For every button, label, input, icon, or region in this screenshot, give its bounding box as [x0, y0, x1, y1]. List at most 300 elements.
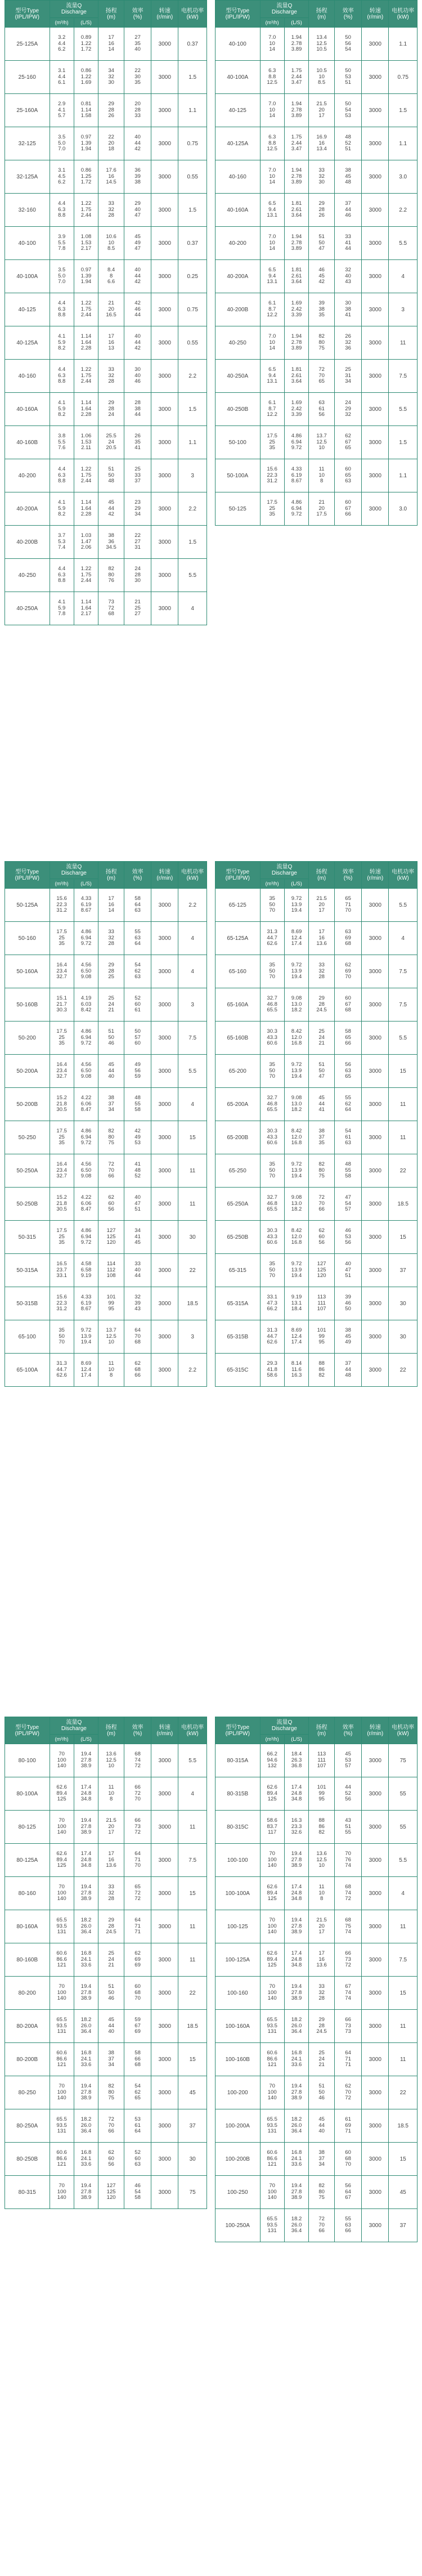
value: 34.5	[106, 544, 116, 551]
speed-cell: 3000	[362, 492, 389, 526]
value: 14	[269, 345, 275, 352]
value: 62.6	[267, 1950, 277, 1957]
value: 48	[345, 1372, 351, 1379]
flow-ls-cell	[284, 1844, 308, 1877]
value: 89.4	[267, 1790, 277, 1797]
value: 1.72	[80, 179, 92, 186]
value: 62	[134, 2089, 141, 2095]
table-row	[5, 1154, 207, 1188]
header-model-cn: 型号Type	[226, 1724, 250, 1731]
efficiency-cell	[124, 2109, 151, 2143]
model-cell: 50-250	[5, 1121, 50, 1154]
value: 60.6	[267, 1140, 277, 1146]
value: 13.9	[291, 901, 302, 908]
model-cell: 32-160	[5, 194, 50, 227]
efficiency-cell	[334, 1910, 361, 1943]
value: 17.5	[316, 511, 327, 518]
value: 52	[345, 140, 351, 146]
value: 71	[345, 2055, 351, 2062]
value: 17.4	[291, 1784, 302, 1791]
header-speed	[151, 1717, 178, 1744]
speed-cell: 3000	[362, 2043, 389, 2076]
table-row	[5, 326, 207, 360]
value: 65	[345, 895, 351, 902]
value: 82	[318, 333, 325, 340]
flow-m3-cell	[50, 1844, 74, 1877]
flow-m3-cell	[260, 293, 284, 326]
value: 28	[318, 974, 325, 980]
value: 66	[134, 1817, 141, 1824]
model-cell: 100-100A	[216, 1877, 261, 1910]
value: 65.5	[267, 2116, 277, 2123]
value: 24.8	[291, 1956, 302, 1963]
value: 65.5	[267, 2216, 277, 2223]
speed-cell: 3000	[151, 127, 178, 160]
value: 60	[108, 2155, 114, 2162]
value: 16.8	[80, 1950, 92, 1957]
model-cell: 40-125A	[5, 326, 50, 360]
table-row	[216, 1154, 417, 1188]
value: 50	[318, 2089, 325, 2095]
value: 72	[318, 2216, 325, 2223]
value: 36.4	[291, 2128, 302, 2135]
value: 1.81	[291, 267, 302, 274]
value: 6.94	[80, 934, 92, 941]
value: 53	[345, 1757, 351, 1763]
value: 16.9	[316, 134, 327, 141]
value: 40	[345, 1261, 351, 1267]
head-cell	[309, 1254, 335, 1287]
value: 74	[134, 1757, 141, 1763]
value: 11	[108, 1360, 114, 1367]
value: 1.75	[80, 472, 92, 478]
value: 64	[134, 901, 141, 908]
flow-ls-cell	[74, 1877, 98, 1910]
value: 4.86	[80, 929, 92, 935]
speed-cell: 3000	[151, 559, 178, 592]
value: 51	[318, 234, 325, 240]
flow-ls-cell	[284, 426, 308, 459]
value: 121	[267, 2161, 277, 2168]
head-cell	[309, 492, 335, 526]
value: 3.9	[58, 234, 66, 240]
value: 42	[318, 279, 325, 285]
value: 66	[318, 2228, 325, 2234]
value: 44.7	[267, 1333, 277, 1339]
value: 31.2	[56, 1306, 67, 1312]
value: 55	[134, 929, 141, 935]
value: 21	[108, 1962, 114, 1969]
table-row	[216, 1221, 417, 1254]
speed-cell: 3000	[151, 2176, 178, 2209]
value: 27.8	[80, 1889, 92, 1896]
value: 73	[108, 599, 114, 606]
efficiency-cell	[334, 360, 361, 393]
header-flow-unit-m3: (m³/h)	[50, 18, 74, 28]
value: 50	[269, 901, 275, 908]
value: 28	[134, 400, 141, 406]
value: 3.89	[291, 179, 302, 186]
value: 3.64	[291, 212, 302, 219]
value: 23.4	[56, 1067, 67, 1074]
table-row	[216, 2143, 417, 2176]
value: 0.89	[80, 34, 92, 41]
flow-ls-cell	[74, 2010, 98, 2043]
value: 1.94	[291, 34, 302, 41]
value: 38	[134, 179, 141, 186]
model-cell: 40-100	[5, 227, 50, 260]
head-cell	[309, 1320, 335, 1354]
value: 1.81	[291, 366, 302, 373]
head-cell	[309, 459, 335, 492]
value: 9.08	[80, 1073, 92, 1080]
value: 9.08	[80, 974, 92, 980]
value: 60	[134, 1983, 141, 1990]
value: 60	[345, 995, 351, 1002]
value: 80	[108, 2089, 114, 2095]
flow-ls-cell	[74, 1354, 98, 1387]
value: 19.4	[80, 1751, 92, 1758]
value: 15.6	[56, 1294, 67, 1301]
value: 2.17	[80, 245, 92, 252]
value: 12.0	[291, 1233, 302, 1240]
value: 46	[345, 1300, 351, 1306]
model-cell: 80-100A	[5, 1777, 50, 1811]
model-cell: 80-200	[5, 1977, 50, 2010]
value: 3.5	[58, 267, 66, 274]
header-head-cn: 扬程	[316, 7, 327, 14]
value: 6.50	[80, 967, 92, 974]
head-cell	[98, 1910, 124, 1943]
value: 88	[318, 1817, 325, 1824]
value: 32	[108, 372, 114, 379]
flow-m3-cell	[50, 127, 74, 160]
power-cell: 4	[178, 592, 207, 625]
value: 21.5	[316, 895, 327, 902]
speed-cell: 3000	[151, 94, 178, 127]
value: 3.64	[291, 378, 302, 385]
power-cell: 11	[178, 1910, 207, 1943]
value: 9.08	[80, 1173, 92, 1180]
power-cell: 3.0	[389, 492, 417, 526]
power-cell: 1.1	[389, 459, 417, 492]
value: 8.7	[268, 405, 276, 412]
power-cell: 1.1	[178, 94, 207, 127]
power-cell: 30	[178, 2143, 207, 2176]
value: 72	[134, 1829, 141, 1836]
header-head	[98, 1, 124, 28]
value: 5.5	[58, 438, 66, 445]
value: 17	[318, 113, 325, 119]
header-power-unit: (kW)	[186, 1730, 199, 1737]
head-cell	[309, 194, 335, 227]
value: 28	[108, 1923, 114, 1929]
value: 46	[345, 212, 351, 219]
value: 1.22	[80, 466, 92, 473]
table-row	[216, 922, 417, 955]
head-cell	[98, 326, 124, 360]
model-cell: 100-160A	[216, 2010, 261, 2043]
value: 0.97	[80, 134, 92, 141]
value: 1.22	[80, 300, 92, 307]
model-cell: 65-160B	[216, 1022, 261, 1055]
spec-panel	[215, 0, 417, 526]
value: 46	[134, 378, 141, 385]
model-cell: 100-200A	[216, 2109, 261, 2143]
model-cell: 50-200A	[5, 1055, 50, 1088]
value: 34.8	[80, 1796, 92, 1803]
efficiency-cell	[334, 127, 361, 160]
value: 89.4	[267, 1956, 277, 1963]
value: 11	[108, 1784, 114, 1791]
value: 80	[108, 1134, 114, 1140]
value: 50	[345, 68, 351, 74]
flow-ls-cell	[74, 1744, 98, 1777]
efficiency-cell	[124, 94, 151, 127]
value: 32	[318, 173, 325, 180]
value: 88	[318, 1360, 325, 1367]
header-head-unit: (m)	[107, 1730, 116, 1737]
value: 64	[345, 2188, 351, 2195]
value: 64	[134, 1327, 141, 1334]
flow-ls-cell	[74, 360, 98, 393]
value: 2.17	[80, 611, 92, 617]
value: 8.47	[80, 1106, 92, 1113]
value: 51	[108, 1983, 114, 1990]
flow-m3-cell	[50, 1943, 74, 1977]
value: 1.22	[80, 200, 92, 207]
head-cell	[98, 459, 124, 492]
value: 1.14	[80, 333, 92, 340]
value: 3.2	[58, 34, 66, 41]
value: 67	[134, 2022, 141, 2029]
efficiency-cell	[124, 922, 151, 955]
efficiency-cell	[124, 1877, 151, 1910]
value: 6.1	[268, 300, 276, 307]
value: 24	[108, 1001, 114, 1007]
flow-ls-cell	[284, 1320, 308, 1354]
header-flow-en: Discharge	[61, 870, 87, 876]
value: 62.6	[56, 1851, 67, 1857]
table-row	[5, 227, 207, 260]
flow-ls-cell	[284, 955, 308, 988]
flow-ls-cell	[284, 1088, 308, 1121]
value: 32.7	[56, 974, 67, 980]
header-power-cn: 电机功率	[392, 7, 415, 14]
value: 140	[57, 1763, 66, 1769]
value: 62.6	[56, 1784, 67, 1791]
speed-cell: 3000	[362, 260, 389, 293]
value: 33	[108, 200, 114, 207]
value: 26.0	[291, 2221, 302, 2228]
value: 13.9	[291, 967, 302, 974]
value: 17	[108, 1829, 114, 1836]
value: 68	[134, 1751, 141, 1758]
head-cell	[309, 1022, 335, 1055]
power-cell: 11	[389, 326, 417, 360]
value: 2.44	[80, 212, 92, 219]
value: 57	[134, 1034, 141, 1041]
value: 58	[345, 1028, 351, 1035]
value: 40	[134, 1266, 141, 1273]
head-cell	[309, 293, 335, 326]
model-cell: 50-100A	[216, 459, 261, 492]
value: 12.5	[267, 79, 277, 86]
value: 46.8	[267, 1001, 277, 1007]
flow-ls-cell	[284, 1055, 308, 1088]
power-cell: 4	[178, 1088, 207, 1121]
value: 6.3	[268, 68, 276, 74]
value: 17.5	[56, 1028, 67, 1035]
flow-m3-cell	[260, 1188, 284, 1221]
value: 1.14	[80, 400, 92, 406]
header-power-unit: (kW)	[397, 14, 409, 20]
value: 60.6	[267, 2149, 277, 2156]
value: 3.47	[291, 146, 302, 153]
efficiency-cell	[124, 492, 151, 526]
value: 29	[134, 505, 141, 512]
value: 37	[318, 1134, 325, 1140]
efficiency-cell	[334, 227, 361, 260]
value: 70	[108, 1167, 114, 1173]
model-cell: 65-315	[216, 1254, 261, 1287]
flow-m3-cell	[50, 293, 74, 326]
value: 63	[134, 974, 141, 980]
flow-ls-cell	[284, 61, 308, 94]
efficiency-cell	[334, 28, 361, 61]
head-cell	[98, 1121, 124, 1154]
head-cell	[98, 1943, 124, 1977]
value: 37	[318, 2155, 325, 2162]
value: 44	[134, 411, 141, 418]
value: 58	[134, 2050, 141, 2057]
power-cell: 1.5	[178, 526, 207, 559]
value: 70	[269, 2083, 275, 2090]
head-cell	[98, 1154, 124, 1188]
header-head-unit: (m)	[317, 14, 326, 20]
value: 43	[345, 1817, 351, 1824]
value: 32.6	[291, 1829, 302, 1836]
value: 63	[134, 2161, 141, 2168]
model-cell: 50-250B	[5, 1188, 50, 1221]
value: 125	[57, 1862, 66, 1869]
header-power	[389, 1717, 417, 1744]
head-cell	[309, 260, 335, 293]
header-power	[178, 1717, 207, 1744]
value: 4.4	[58, 40, 66, 47]
value: 66	[108, 2128, 114, 2135]
value: 35	[59, 1040, 65, 1047]
value: 30	[134, 366, 141, 373]
value: 16.5	[106, 312, 116, 319]
efficiency-cell	[334, 1154, 361, 1188]
value: 32	[345, 411, 351, 418]
model-cell: 40-200B	[5, 526, 50, 559]
value: 70	[108, 2122, 114, 2129]
head-cell	[309, 2076, 335, 2109]
table-row	[216, 227, 417, 260]
efficiency-cell	[124, 1022, 151, 1055]
value: 29	[318, 2017, 325, 2023]
model-cell: 32-125A	[5, 160, 50, 194]
flow-ls-cell	[284, 127, 308, 160]
speed-cell: 3000	[151, 326, 178, 360]
flow-m3-cell	[260, 492, 284, 526]
power-cell: 0.75	[178, 293, 207, 326]
value: 21	[134, 599, 141, 606]
power-cell: 3	[178, 459, 207, 492]
value: 51	[318, 1061, 325, 1068]
table-row	[216, 1910, 417, 1943]
value: 21.5	[316, 101, 327, 107]
value: 11	[318, 1884, 325, 1890]
value: 61	[134, 2122, 141, 2129]
flow-ls-cell	[74, 1055, 98, 1088]
flow-m3-cell	[50, 1221, 74, 1254]
head-cell	[309, 2209, 335, 2242]
header-head-cn: 扬程	[105, 868, 117, 875]
speed-cell: 3000	[151, 61, 178, 94]
value: 20	[108, 306, 114, 312]
value: 50	[318, 1067, 325, 1074]
speed-cell: 3000	[151, 988, 178, 1022]
speed-cell: 3000	[362, 1221, 389, 1254]
speed-cell: 3000	[151, 1121, 178, 1154]
value: 6.03	[80, 1001, 92, 1007]
value: 7.0	[58, 146, 66, 153]
power-cell: 11	[389, 1088, 417, 1121]
flow-m3-cell	[260, 1811, 284, 1844]
head-cell	[309, 393, 335, 426]
value: 6.2	[58, 46, 66, 53]
header-model-en: (IPL/IPW)	[15, 1730, 39, 1737]
head-cell	[98, 94, 124, 127]
value: 94.6	[267, 1757, 277, 1763]
flow-ls-cell	[284, 1221, 308, 1254]
value: 9.72	[291, 895, 302, 902]
table-row	[216, 1744, 417, 1777]
value: 35	[59, 1239, 65, 1246]
flow-ls-cell	[284, 393, 308, 426]
value: 37	[108, 2055, 114, 2062]
value: 8.14	[291, 1360, 302, 1367]
value: 25	[108, 1950, 114, 1957]
flow-ls-cell	[284, 988, 308, 1022]
value: 38.9	[291, 1862, 302, 1869]
value: 17.4	[80, 1372, 92, 1379]
value: 93.5	[56, 1923, 67, 1929]
value: 45	[345, 1333, 351, 1339]
value: 32	[345, 267, 351, 274]
value: 66	[345, 1040, 351, 1047]
head-cell	[98, 127, 124, 160]
value: 3.1	[58, 167, 66, 174]
speed-cell: 3000	[151, 260, 178, 293]
value: 68	[134, 1366, 141, 1373]
value: 30.3	[267, 1128, 277, 1135]
speed-cell: 3000	[151, 1088, 178, 1121]
value: 30.3	[56, 1007, 67, 1014]
value: 25	[108, 995, 114, 1002]
value: 29	[108, 101, 114, 107]
value: 15.6	[267, 466, 277, 473]
value: 43	[134, 1306, 141, 1312]
value: 16	[108, 1856, 114, 1863]
table-row	[5, 1121, 207, 1154]
efficiency-cell	[334, 1188, 361, 1221]
speed-cell: 3000	[362, 2109, 389, 2143]
flow-m3-cell	[50, 1188, 74, 1221]
